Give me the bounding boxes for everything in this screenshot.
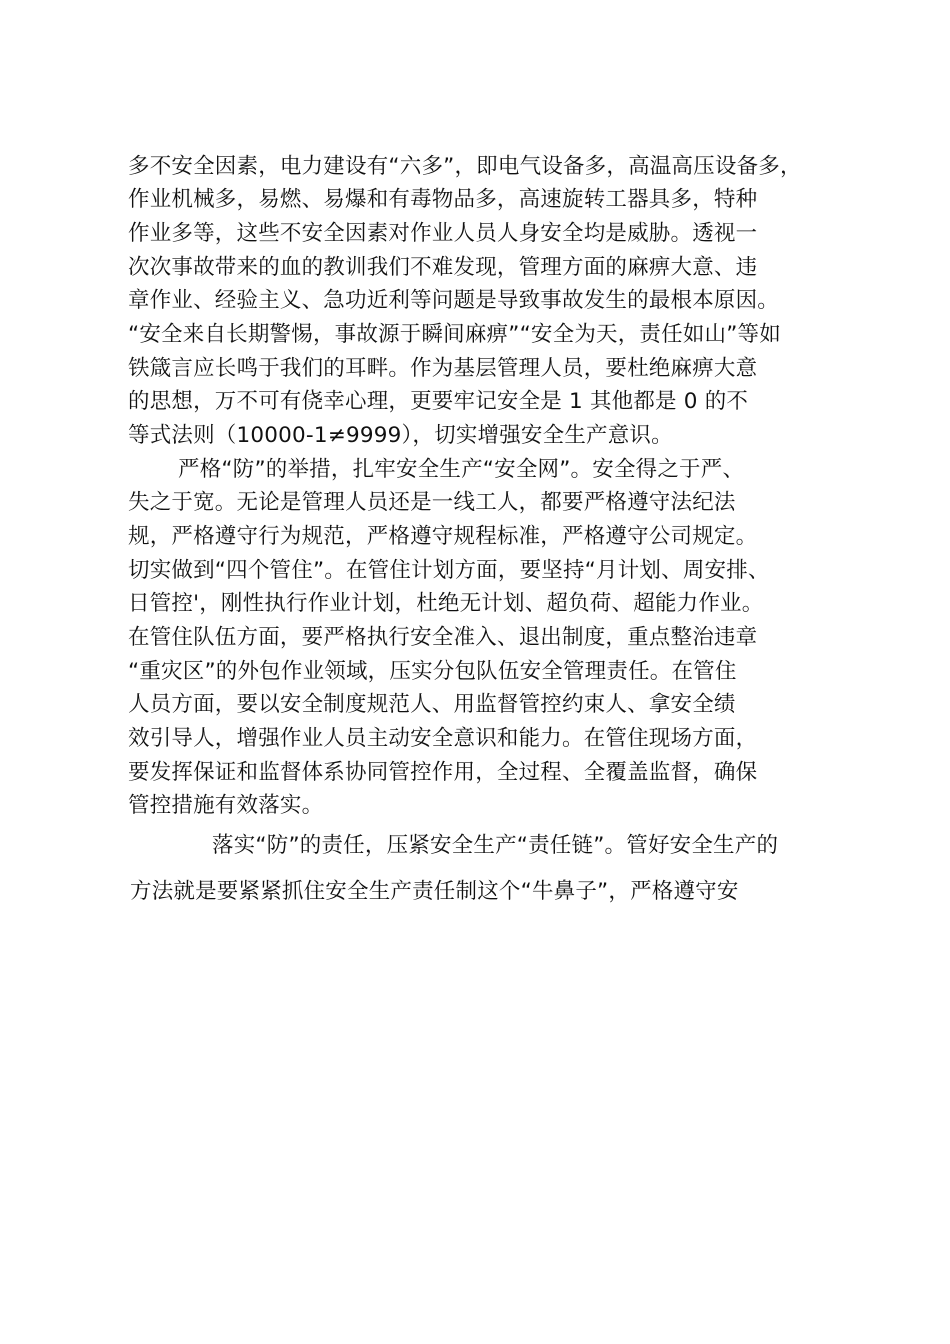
text-line: 要发挥保证和监督体系协同管控作用，全过程、全覆盖监督，确保	[128, 760, 758, 785]
text-line: “安全来自长期警惕，事故源于瞬间麻痹”“安全为天，责任如山”等如	[128, 322, 781, 347]
text-line: “重灾区”的外包作业领域，压实分包队伍安全管理责任。在管住	[128, 659, 737, 684]
text-line: 方法就是要紧紧抓住安全生产责任制这个“牛鼻子”，严格遵守安	[130, 879, 739, 904]
text-line: 管控措施有效落实。	[128, 793, 324, 818]
text-line: 在管住队伍方面，要严格执行安全准入、退出制度，重点整治违章	[128, 625, 758, 650]
text-line: 效引导人，增强作业人员主动安全意识和能力。在管住现场方面，	[128, 726, 758, 751]
text-line: 切实做到“四个管住”。在管住计划方面，要坚持“月计划、周安排、	[128, 558, 770, 583]
text-line: 日管控'，刚性执行作业计划，杜绝无计划、超负荷、超能力作业。	[128, 591, 764, 616]
paragraph-start-line: 落实“防”的责任，压紧安全生产“责任链”。管好安全生产的	[212, 833, 779, 858]
text-line: 章作业、经验主义、急功近利等问题是导致事故发生的最根本原因。	[128, 288, 780, 313]
text-line: 作业机械多，易燃、易爆和有毒物品多，高速旋转工器具多，特种	[128, 187, 758, 212]
text-line: 等式法则（10000-1≠9999），切实增强安全生产意识。	[128, 423, 673, 448]
text-line: 次次事故带来的血的教训我们不难发现，管理方面的麻痹大意、违	[128, 255, 758, 280]
text-line: 铁箴言应长鸣于我们的耳畔。作为基层管理人员，要杜绝麻痹大意	[128, 356, 758, 381]
text-line: 失之于宽。无论是管理人员还是一线工人，都要严格遵守法纪法	[128, 490, 736, 515]
text-line: 人员方面，要以安全制度规范人、用监督管控约束人、拿安全绩	[128, 692, 736, 717]
text-line: 多不安全因素，电力建设有“六多”，即电气设备多，高温高压设备多，	[128, 154, 802, 179]
text-line: 的思想，万不可有侥幸心理，更要牢记安全是 1 其他都是 0 的不	[128, 389, 749, 414]
paragraph-start-line: 严格“防”的举措，扎牢安全生产“安全网”。安全得之于严、	[178, 457, 745, 482]
text-line: 规，严格遵守行为规范，严格遵守规程标准，严格遵守公司规定。	[128, 524, 758, 549]
text-line: 作业多等，这些不安全因素对作业人员人身安全均是威胁。透视一	[128, 221, 758, 246]
